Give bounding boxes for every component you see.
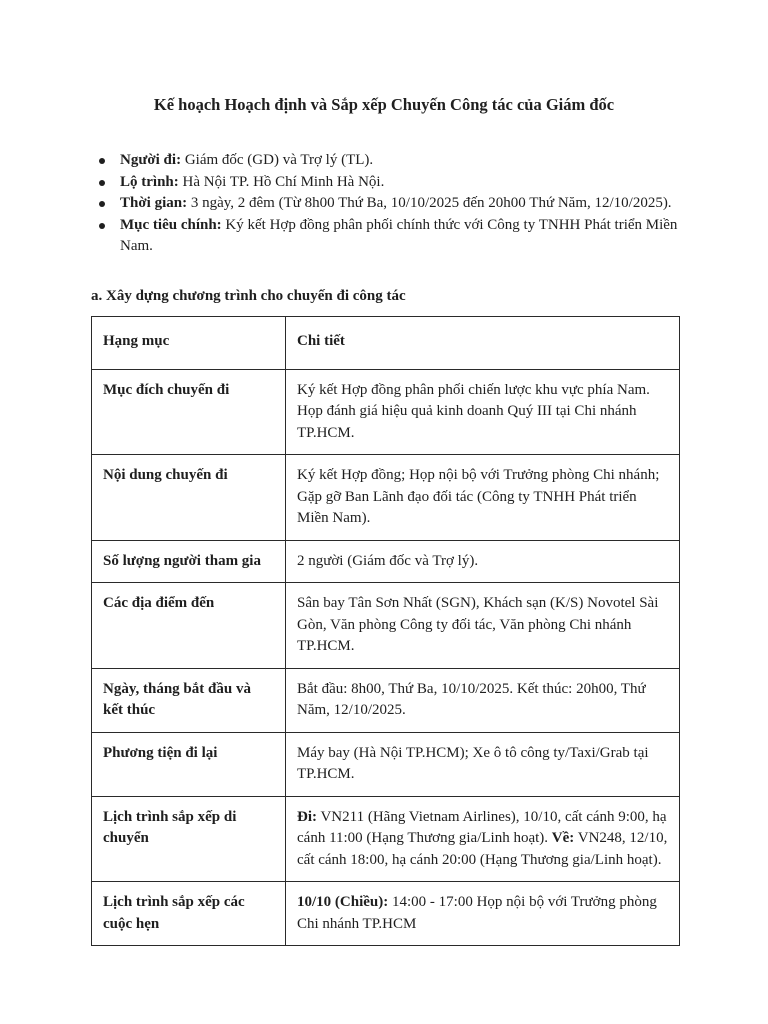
detail-text: 14:00 - 17:00 Họp nội bộ với Trưởng phòng Chi nhánh TP.HCM (297, 894, 657, 932)
table-row (92, 583, 680, 669)
bullet-label: Thời gian: (120, 195, 188, 211)
trip-plan-table (91, 316, 680, 946)
table-row (92, 882, 680, 946)
bullet-goal (92, 215, 682, 258)
row-detail: Bắt đầu: 8h00, Thứ Ba, 10/10/2025. Kết thúc: 20h00, Thứ Năm, 12/10/2025. (286, 668, 680, 732)
row-label: Nội dung chuyến đi (92, 455, 286, 541)
row-label: Phương tiện đi lại (92, 732, 286, 796)
row-label: Số lượng người tham gia (92, 540, 286, 583)
row-label: Mục đích chuyến đi (92, 369, 286, 455)
bullet-label: Lộ trình: (120, 173, 179, 190)
table-row (92, 369, 680, 455)
summary-bullet-list (92, 150, 682, 258)
detail-bold: Về: (551, 830, 575, 846)
row-label: Ngày, tháng bắt đầu và kết thúc (92, 668, 286, 732)
bullet-text: 3 ngày, 2 đêm (Từ 8h00 Thứ Ba, 10/10/2025 đến 20h00 Thứ Năm, 12/10/2025). (187, 195, 672, 211)
bullet-label: Mục tiêu chính: (120, 216, 222, 233)
bullet-text: Hà Nội TP. Hồ Chí Minh Hà Nội. (178, 173, 385, 190)
detail-text: VN248, 12/10, cất cánh 18:00, hạ cánh 20:00 (Hạng Thương gia/Linh hoạt). (297, 830, 668, 868)
bullet-time (92, 193, 682, 215)
header-category: Hạng mục (92, 317, 286, 370)
row-label: Lịch trình sắp xếp di chuyển (92, 796, 286, 882)
bullet-label: Người đi: (120, 152, 182, 168)
table-row (92, 732, 680, 796)
detail-text: VN211 (Hãng Vietnam Airlines), 10/10, cất cánh 9:00, hạ cánh 11:00 (Hạng Thương gia/Linh hoạt). (297, 808, 667, 846)
section-heading: a. Xây dựng chương trình cho chuyến đi công tác (91, 288, 406, 304)
row-detail: Sân bay Tân Sơn Nhất (SGN), Khách sạn (K/S) Novotel Sài Gòn, Văn phòng Công ty đối tác, Văn phòng Chi nhánh TP.HCM. (286, 583, 680, 669)
row-detail: 2 người (Giám đốc và Trợ lý). (286, 540, 680, 583)
bullet-text: Ký kết Hợp đồng phân phối chính thức với Công ty TNHH Phát triển Miền Nam. (120, 216, 678, 254)
detail-bold: Đi: (297, 808, 317, 825)
detail-bold: 10/10 (Chiều): (297, 894, 389, 910)
row-label: Lịch trình sắp xếp các cuộc hẹn (92, 882, 286, 946)
row-detail: Máy bay (Hà Nội TP.HCM); Xe ô tô công ty/Taxi/Grab tại TP.HCM. (286, 732, 680, 796)
row-label: Các địa điểm đến (92, 583, 286, 669)
bullet-text: Giám đốc (GD) và Trợ lý (TL). (181, 152, 374, 168)
bullet-route (92, 172, 682, 194)
row-detail: Ký kết Hợp đồng phân phối chiến lược khu vực phía Nam. Họp đánh giá hiệu quả kinh doanh Quý III tại Chi nhánh TP.HCM. (286, 369, 680, 455)
row-detail: Ký kết Hợp đồng; Họp nội bộ với Trưởng phòng Chi nhánh; Gặp gỡ Ban Lãnh đạo đối tác (Công ty TNHH Phát triển Miền Nam). (286, 455, 680, 541)
document-title: Kế hoạch Hoạch định và Sắp xếp Chuyến Công tác của Giám đốc (153, 95, 615, 114)
table-row (92, 668, 680, 732)
table-row (92, 796, 680, 882)
row-detail (286, 882, 680, 946)
row-detail (286, 796, 680, 882)
header-detail: Chi tiết (286, 317, 680, 370)
bullet-travelers (92, 150, 682, 172)
table-row (92, 540, 680, 583)
table-header-row (92, 317, 680, 370)
table-row (92, 455, 680, 541)
